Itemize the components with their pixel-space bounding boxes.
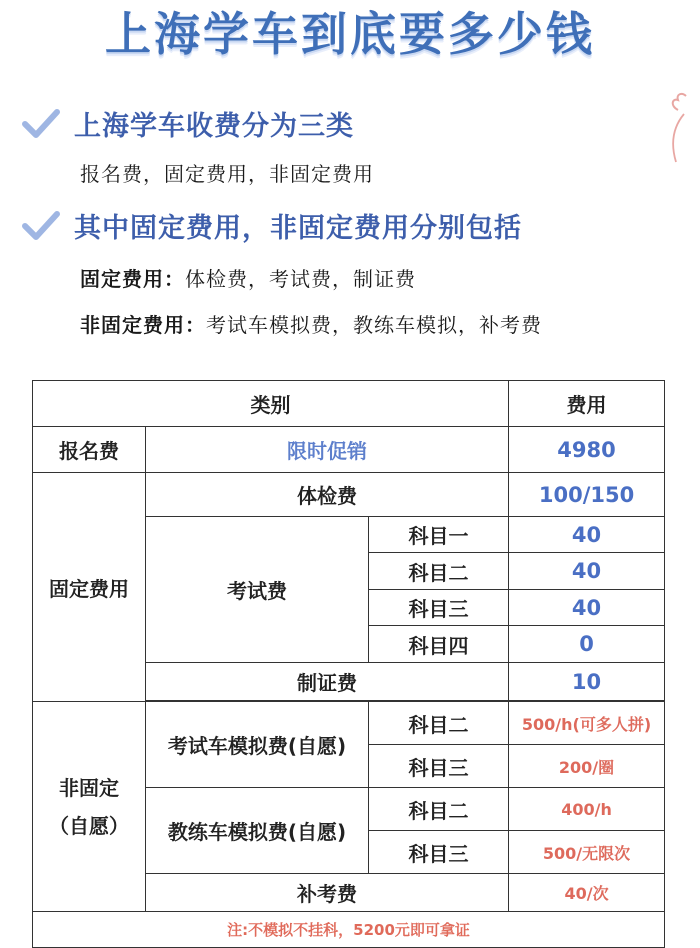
table-header-row [33,381,665,427]
nonfixed-label-line1: 非固定 [59,775,119,800]
registration-fee: 4980 [509,427,665,473]
fee-table [32,380,665,948]
fixed-fees-line [80,263,416,292]
coach-car-fee: 500/无限次 [509,831,665,874]
exam-car-subject: 科目二 [369,702,509,745]
table-note-row [33,912,665,948]
registration-item: 限时促销 [146,427,509,473]
coach-car-label: 教练车模拟费(自愿) [146,788,369,874]
exam-subject: 科目一 [369,517,509,553]
coach-car-subject: 科目二 [369,788,509,831]
exam-fee: 40 [509,517,665,553]
nonfixed-category [33,702,146,912]
nonfixed-fees-label: 非固定费用： [80,313,206,337]
license-label: 制证费 [146,663,509,701]
table-row [33,702,665,745]
exam-car-fee: 200/圈 [509,745,665,788]
exam-fee: 40 [509,553,665,590]
page-title: 上海学车到底要多少钱 [105,7,595,61]
exam-subject: 科目四 [369,626,509,663]
retake-label: 补考费 [146,874,509,912]
section1-body: 报名费，固定费用，非固定费用 [80,162,374,186]
exam-car-label: 考试车模拟费(自愿) [146,702,369,788]
exam-fee: 40 [509,590,665,626]
heart-doodle-icon [664,92,694,172]
nonfixed-label-line2: （自愿） [49,813,129,838]
section1-heading-row [22,104,354,143]
checkmark-icon [22,211,60,241]
header-category: 类别 [33,381,509,427]
nonfixed-fees-items: 考试车模拟费，教练车模拟，补考费 [206,313,542,337]
coach-car-subject: 科目三 [369,831,509,874]
exam-subject: 科目二 [369,553,509,590]
checkmark-icon [22,109,60,139]
exam-fee: 0 [509,626,665,663]
table-note: 注:不模拟不挂科，5200元即可拿证 [33,912,665,948]
exam-subject: 科目三 [369,590,509,626]
fixed-fees-items: 体检费，考试费，制证费 [185,267,416,291]
fixed-fees-label: 固定费用： [80,267,185,291]
fixed-fees-category: 固定费用 [33,473,146,702]
coach-car-fee: 400/h [509,788,665,831]
exam-car-subject: 科目三 [369,745,509,788]
license-fee: 10 [509,663,665,701]
table-row [33,427,665,473]
registration-label: 报名费 [33,427,146,473]
header-fee: 费用 [509,381,665,427]
section2-heading-row [22,206,522,245]
section1-heading: 上海学车收费分为三类 [74,111,354,142]
nonfixed-fees-line [80,309,542,338]
exam-car-fee: 500/h(可多人拼) [509,702,665,745]
exam-label: 考试费 [146,517,369,663]
retake-fee: 40/次 [509,874,665,912]
medical-fee: 100/150 [509,473,665,517]
medical-label: 体检费 [146,473,509,517]
table-row [33,473,665,517]
section2-heading: 其中固定费用，非固定费用分别包括 [74,213,522,244]
